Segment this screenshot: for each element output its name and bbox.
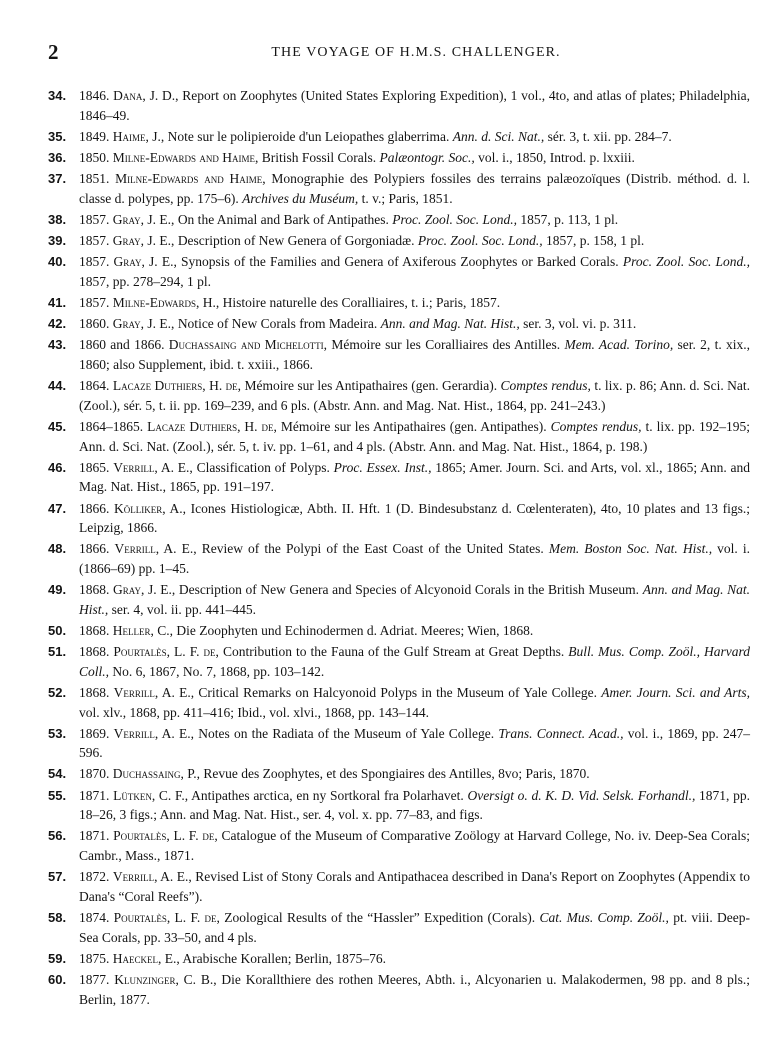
entry-number: 60. (48, 971, 67, 987)
entry-number: 49. (48, 582, 67, 598)
entry-author: Gray, J. E., (113, 254, 177, 270)
entry-year: 1849. (79, 128, 110, 144)
entry-title: Synopsis of the Families and Genera of Axiferous Zoophytes or Barked Corals. (181, 254, 623, 270)
entry-author: Gray, J. E., (112, 316, 175, 332)
entry-number: 34. (48, 88, 67, 103)
entry-year: 1857. (79, 295, 110, 311)
entry-journal: Ann. and Mag. Nat. Hist., (79, 582, 750, 617)
bibliography-entry (46, 293, 750, 313)
bibliography-entry (46, 642, 750, 681)
bibliography-entry (46, 949, 750, 969)
entry-journal: Ann. and Mag. Nat. Hist., (380, 316, 520, 332)
entry-reference: 1871, pp. 18–26, 3 figs.; Ann. and Mag. Nat. Hist., ser. 4, vol. x. pp. 77–83, and figs. (79, 787, 751, 823)
entry-year: 1871. (79, 828, 110, 844)
entry-year: 1868. (79, 582, 110, 598)
entry-title: Description of New Genera and Species of Alcyonoid Corals in the British Museum. (178, 582, 643, 598)
entry-year: 1875. (79, 950, 110, 966)
entry-number: 53. (48, 725, 67, 741)
entry-number: 35. (48, 128, 67, 144)
entry-author: Pourtalès, L. F. de, (113, 828, 218, 844)
entry-year: 1860 and 1866. (79, 337, 165, 353)
bibliography-entry (46, 148, 750, 168)
entry-reference: ser. 2, t. xix., 1860; also Supplement, ibid. t. xxiii., 1866. (79, 337, 751, 373)
entry-year: 1864–1865. (79, 419, 144, 435)
entry-title: Catalogue of the Museum of Comparative Zoölogy at Harvard College, No. iv. Deep-Sea Corals; Cambr., Mass., 1871. (79, 828, 751, 864)
entry-author: Lacaze Duthiers, H. de, (112, 378, 242, 394)
entry-number: 51. (48, 644, 67, 660)
entry-author: Duchassaing and Michelotti, (168, 337, 328, 353)
entry-author: Pourtalès, L. F. de, (113, 644, 219, 660)
entry-year: 1869. (79, 725, 110, 741)
entry-reference: vol. i. (1866–69) pp. 1–45. (79, 541, 751, 576)
entry-author: Kölliker, A., (114, 500, 186, 516)
entry-author: Verrill, A. E., (113, 459, 193, 475)
entry-reference: t. lix. p. 86; Ann. d. Sci. Nat. (Zool.), sér. 5, t. ii. pp. 169–239, and 6 pls. (Abstr. Ann. and Mag. Nat. Hist., 1864, pp. 241–243.) (79, 378, 751, 413)
entry-number: 40. (48, 254, 67, 270)
entry-number: 47. (48, 500, 67, 516)
entry-number: 54. (48, 766, 67, 782)
entry-number: 41. (48, 295, 67, 311)
bibliography-entry (46, 458, 750, 497)
bibliography-entry (46, 724, 750, 763)
entry-author: Verrill, A. E., (114, 541, 197, 557)
entry-number: 44. (48, 378, 67, 394)
entry-journal: Trans. Connect. Acad., (498, 725, 624, 741)
entry-year: 1857. (79, 211, 110, 227)
entry-year: 1857. (79, 254, 110, 270)
entry-title: Review of the Polypi of the East Coast of the United States. (201, 541, 549, 557)
entry-journal: Bull. Mus. Comp. Zoöl., Harvard Coll., (79, 644, 751, 679)
entry-year: 1868. (79, 684, 110, 700)
bibliography-entry (46, 683, 750, 722)
entry-author: Verrill, A. E., (112, 869, 192, 885)
entry-year: 1860. (79, 316, 110, 332)
entry-title: Mémoire sur les Coralliaires des Antilles. (331, 337, 565, 353)
entry-journal: Palæontogr. Soc., (379, 149, 475, 165)
entry-year: 1864. (79, 378, 110, 394)
entry-title: Notes on the Radiata of the Museum of Yale College. (198, 725, 499, 741)
entry-number: 50. (48, 622, 67, 638)
entry-author: Heller, C., (112, 622, 173, 638)
entry-author: Lacaze Duthiers, H. de, (147, 419, 277, 435)
entry-reference: 1857, p. 158, 1 pl. (542, 233, 645, 249)
entry-title: Antipathes arctica, en ny Sortkoral fra Polarhavet. (191, 787, 468, 803)
page-header (46, 40, 746, 68)
entry-reference: 1857, pp. 278–294, 1 pl. (79, 273, 212, 289)
entry-number: 36. (48, 149, 67, 165)
entry-year: 1868. (79, 644, 110, 660)
running-title: THE VOYAGE OF H.M.S. CHALLENGER. (271, 45, 561, 60)
entry-number: 58. (48, 910, 67, 925)
bibliography-entry (46, 970, 750, 1009)
entry-number: 37. (48, 171, 67, 187)
bibliography-entry (46, 908, 750, 947)
entry-author: Pourtalès, L. F. de, (113, 910, 220, 925)
entry-journal: Oversigt o. d. K. D. Vid. Selsk. Forhandl., (467, 787, 696, 803)
bibliography-entry (46, 127, 750, 147)
entry-author: Klunzinger, C. B., (114, 971, 217, 987)
entry-year: 1850. (79, 149, 110, 165)
entry-year: 1851. (79, 171, 110, 187)
entry-journal: Proc. Zool. Soc. Lond., (417, 233, 543, 249)
bibliography-entry (46, 231, 750, 251)
entry-journal: Comptes rendus, (500, 378, 591, 394)
entry-title: Zoological Results of the “Hassler” Expedition (Corals). (224, 910, 540, 925)
entry-reference: No. 6, 1867, No. 7, 1868, pp. 103–142. (109, 663, 325, 679)
bibliography-entry (46, 169, 750, 208)
entry-author: Dana, J. D., (113, 88, 179, 103)
entry-journal: Comptes rendus, (550, 419, 642, 435)
entry-author: Duchassaing, P., (112, 766, 201, 782)
entry-journal: Mem. Acad. Torino, (564, 337, 674, 353)
entry-number: 59. (48, 950, 67, 966)
entry-year: 1872. (79, 869, 110, 885)
entry-number: 55. (48, 787, 67, 803)
entry-year: 1870. (79, 766, 110, 782)
entry-journal: Proc. Zool. Soc. Lond., (392, 211, 518, 227)
entry-author: Gray, J. E., (112, 233, 175, 249)
entry-reference: sér. 3, t. xii. pp. 284–7. (544, 128, 672, 144)
entry-title: On the Animal and Bark of Antipathes. (177, 211, 393, 227)
entry-author: Lütken, C. F., (113, 787, 189, 803)
entry-number: 42. (48, 316, 67, 332)
entry-year: 1865. (79, 459, 110, 475)
entry-journal: Proc. Essex. Inst., (333, 459, 432, 475)
entry-author: Milne-Edwards and Haime, (112, 149, 259, 165)
bibliography-entry (46, 826, 750, 865)
entry-title: Notice of New Corals from Madeira. (177, 316, 381, 332)
bibliography-entry (46, 314, 750, 334)
entry-title: Monographie des Polypiers fossiles des terrains palæozoïques (Distrib. méthod. d. l. classe d. polypes, pp. 175–6). (79, 171, 751, 206)
entry-title: Report on Zoophytes (United States Exploring Expedition), 1 vol., 4to, and atlas of plates; Philadelphia, 1846–49. (79, 88, 751, 123)
entry-title: Icones Histiologicæ, Abth. II. Hft. 1 (D. Bindesubstanz d. Cœlenteraten), 4to, 10 plates and 13 figs.; Leipzig, 1866. (79, 500, 750, 536)
entry-reference: pt. viii. Deep-Sea Corals, pp. 33–50, and 4 pls. (79, 910, 751, 945)
bibliography-entry (46, 580, 750, 619)
entry-author: Haime, J., (112, 128, 165, 144)
entry-journal: Cat. Mus. Comp. Zoöl., (539, 910, 669, 925)
entry-number: 45. (48, 419, 67, 435)
bibliography-entry (46, 539, 750, 578)
entry-reference: ser. 3, vol. vi. p. 311. (519, 316, 637, 332)
entry-year: 1871. (79, 787, 110, 803)
bibliography-entry (46, 417, 750, 456)
bibliography-entry (46, 376, 750, 415)
entry-title: Note sur le polipieroide d'un Leiopathes glaberrima. (167, 128, 453, 144)
entry-journal: Ann. d. Sci. Nat., (452, 128, 545, 144)
bibliography-entry (46, 86, 750, 125)
entry-author: Verrill, A. E., (113, 684, 195, 700)
entry-title: Die Korallthiere des rothen Meeres, Abth. i., Alcyonarien u. Malakodermen, 98 pp. and 8 pls.; Berlin, 1877. (79, 971, 751, 1007)
entry-year: 1866. (79, 541, 110, 557)
entry-reference: 1865; Amer. Journ. Sci. and Arts, vol. xl., 1865; Ann. and Mag. Nat. Hist., 1865, pp. 191–197. (79, 459, 751, 495)
entry-author: Milne-Edwards, H., (112, 295, 220, 311)
entry-reference: vol. i., 1850, Introd. p. lxxiii. (474, 149, 635, 165)
entry-title: Classification of Polyps. (196, 459, 334, 475)
bibliography-entry (46, 764, 750, 784)
entry-reference: vol. i., 1869, pp. 247–596. (79, 725, 750, 761)
bibliography-entry (46, 335, 750, 374)
entry-journal: Mem. Boston Soc. Nat. Hist., (548, 541, 713, 557)
entry-year: 1877. (79, 971, 110, 987)
entry-title: Die Zoophyten und Echinodermen d. Adriat. Meeres; Wien, 1868. (176, 622, 534, 638)
entry-title: Histoire naturelle des Coralliaires, t. i.; Paris, 1857. (222, 295, 501, 311)
entry-title: Revue des Zoophytes, et des Spongiaires des Antilles, 8vo; Paris, 1870. (203, 766, 590, 782)
entry-title: Description of New Genera of Gorgoniadæ. (177, 233, 418, 249)
entry-reference: t. lix. pp. 192–195; Ann. d. Sci. Nat. (Zool.), sér. 5, t. iv. pp. 1–61, and 4 pls. (Abstr. Ann. and Mag. Nat. Hist., 1864, p. 198.) (79, 419, 751, 454)
bibliography-entry (46, 499, 750, 538)
bibliography-entry (46, 786, 750, 825)
entry-journal: Proc. Zool. Soc. Lond., (622, 254, 750, 270)
page-number: 2 (48, 40, 59, 64)
entry-number: 57. (48, 869, 67, 885)
entry-number: 39. (48, 233, 67, 249)
entry-year: 1866. (79, 500, 110, 516)
bibliography-entry (46, 621, 750, 641)
entry-author: Verrill, A. E., (113, 725, 195, 741)
entry-title: Arabische Korallen; Berlin, 1875–76. (182, 950, 386, 966)
entry-author: Gray, J. E., (113, 582, 176, 598)
entry-number: 52. (48, 684, 67, 700)
entry-reference: 1857, p. 113, 1 pl. (517, 211, 619, 227)
entry-year: 1846. (79, 88, 110, 103)
entry-year: 1857. (79, 233, 110, 249)
entry-reference: t. v.; Paris, 1851. (358, 190, 453, 206)
entry-number: 56. (48, 828, 67, 844)
bibliography-entry (46, 867, 750, 906)
entry-number: 46. (48, 459, 67, 475)
entry-title: British Fossil Corals. (261, 149, 380, 165)
entry-author: Milne-Edwards and Haime, (115, 171, 266, 187)
entry-year: 1868. (79, 622, 110, 638)
entry-title: Critical Remarks on Halcyonoid Polyps in the Museum of Yale College. (198, 684, 602, 700)
bibliography-entry (46, 210, 750, 230)
entry-number: 38. (48, 211, 67, 227)
entry-reference: vol. xlv., 1868, pp. 411–416; Ibid., vol. xlvi., 1868, pp. 143–144. (79, 704, 429, 720)
entry-number: 48. (48, 541, 67, 557)
entry-author: Gray, J. E., (112, 211, 175, 227)
entry-journal: Amer. Journ. Sci. and Arts, (601, 684, 751, 700)
entry-year: 1874. (79, 910, 110, 925)
entry-title: Revised List of Stony Corals and Antipathacea described in Dana's Report on Zoophytes (Appendix to Dana's “Coral Reefs”). (79, 869, 751, 904)
entry-title: Contribution to the Fauna of the Gulf Stream at Great Depths. (222, 644, 569, 660)
entry-title: Mémoire sur les Antipathaires (gen. Antipathes). (280, 419, 551, 435)
entry-number: 43. (48, 337, 67, 353)
entry-author: Haeckel, E., (112, 950, 180, 966)
bibliography-entry (46, 252, 750, 291)
bibliography-list (46, 86, 750, 1011)
entry-reference: ser. 4, vol. ii. pp. 441–445. (108, 601, 257, 617)
entry-journal: Archives du Muséum, (242, 190, 359, 206)
entry-title: Mémoire sur les Antipathaires (gen. Gerardia). (244, 378, 501, 394)
